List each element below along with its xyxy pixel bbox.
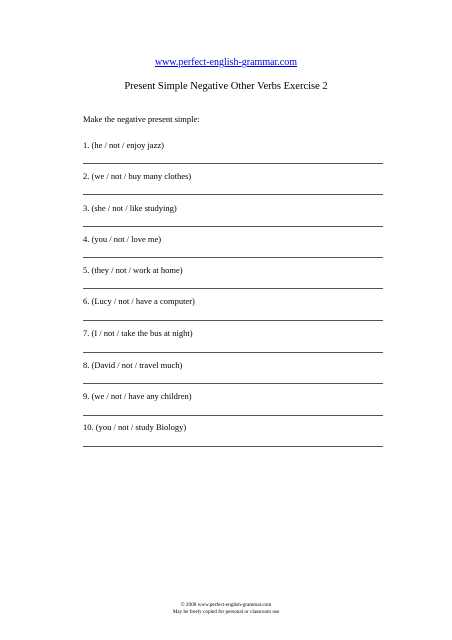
page-title: Present Simple Negative Other Verbs Exercise 2 [124, 81, 328, 92]
answer-line-9[interactable] [83, 415, 383, 416]
answer-line-5[interactable] [83, 288, 383, 289]
answer-line-7[interactable] [83, 352, 383, 353]
question-1: 1. (he / not / enjoy jazz) [83, 140, 164, 150]
footer-permission: May be freely copied for personal or classroom use [172, 609, 280, 615]
question-7: 7. (I / not / take the bus at night) [83, 328, 193, 338]
answer-line-4[interactable] [83, 257, 383, 258]
answer-line-8[interactable] [83, 383, 383, 384]
site-link[interactable]: www.perfect-english-grammar.com [154, 57, 298, 68]
question-6: 6. (Lucy / not / have a computer) [83, 296, 195, 306]
question-9: 9. (we / not / have any children) [83, 391, 192, 401]
question-3: 3. (she / not / like studying) [83, 203, 177, 213]
answer-line-3[interactable] [83, 226, 383, 227]
question-8: 8. (David / not / travel much) [83, 360, 183, 370]
footer [0, 602, 452, 616]
answer-line-2[interactable] [83, 194, 383, 195]
instruction-text: Make the negative present simple: [83, 114, 200, 124]
footer-copyright: © 2008 www.perfect-english-grammar.com [180, 602, 272, 608]
question-4: 4. (you / not / love me) [83, 234, 162, 244]
answer-line-6[interactable] [83, 320, 383, 321]
question-2: 2. (we / not / buy many clothes) [83, 171, 192, 181]
question-5: 5. (they / not / work at home) [83, 265, 183, 275]
question-10: 10. (you / not / study Biology) [83, 422, 187, 432]
answer-line-1[interactable] [83, 163, 383, 164]
answer-line-10[interactable] [83, 446, 383, 447]
